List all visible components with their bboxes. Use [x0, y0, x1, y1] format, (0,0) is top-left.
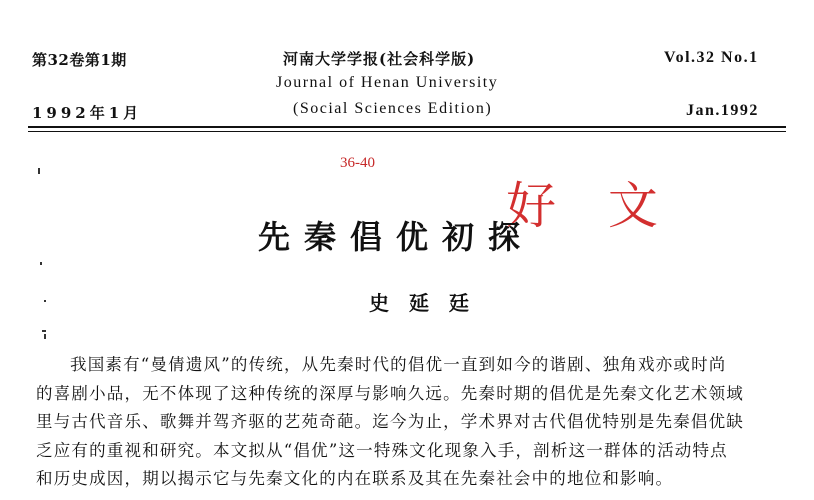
journal-title-cn: 河南大学学报(社会科学版): [283, 50, 476, 68]
handwritten-note: 好 文: [506, 177, 676, 235]
body-line-2: 的喜剧小品，无不体现了这种传统的深厚与影响久远。先秦时期的倡优是先秦文化艺术领域: [36, 383, 744, 403]
scan-speck: [44, 300, 46, 302]
body-line-3: 里与古代音乐、歌舞并驾齐驱的艺苑奇葩。迄今为止，学术界对古代倡优特别是先秦倡优缺: [36, 412, 744, 431]
body-line-4: 乏应有的重视和研究。本文拟从“倡优”这一特殊文化现象入手，剖析这一群体的活动特点: [36, 440, 728, 460]
journal-title-en: Journal of Henan University: [276, 74, 499, 91]
body-line-1: 我国素有“曼倩遗风”的传统，从先秦时代的倡优一直到如今的谐剧、独角戏亦或时尚: [70, 355, 727, 374]
scan-speck: [38, 168, 40, 174]
volume-issue: 第32卷第1期: [32, 51, 127, 69]
issue-date-en: Jan.1992: [686, 102, 759, 119]
article-author: 史延廷: [369, 291, 489, 315]
header-rule-thin: [28, 131, 786, 132]
journal-edition-en: (Social Sciences Edition): [293, 100, 493, 117]
header-rule-thick: [28, 126, 786, 128]
page-range-annotation: 36-40: [340, 155, 375, 171]
scan-speck: [44, 334, 46, 339]
body-line-5: 和历史成因，期以揭示它与先秦文化的内在联系及其在先秦社会中的地位和影响。: [36, 469, 674, 488]
article-title: 先秦倡优初探: [258, 218, 535, 256]
issue-date: 1992年1月: [32, 104, 143, 122]
scan-speck: [42, 330, 46, 332]
volume-number-en: Vol.32 No.1: [664, 49, 759, 66]
scan-speck: [40, 262, 42, 265]
